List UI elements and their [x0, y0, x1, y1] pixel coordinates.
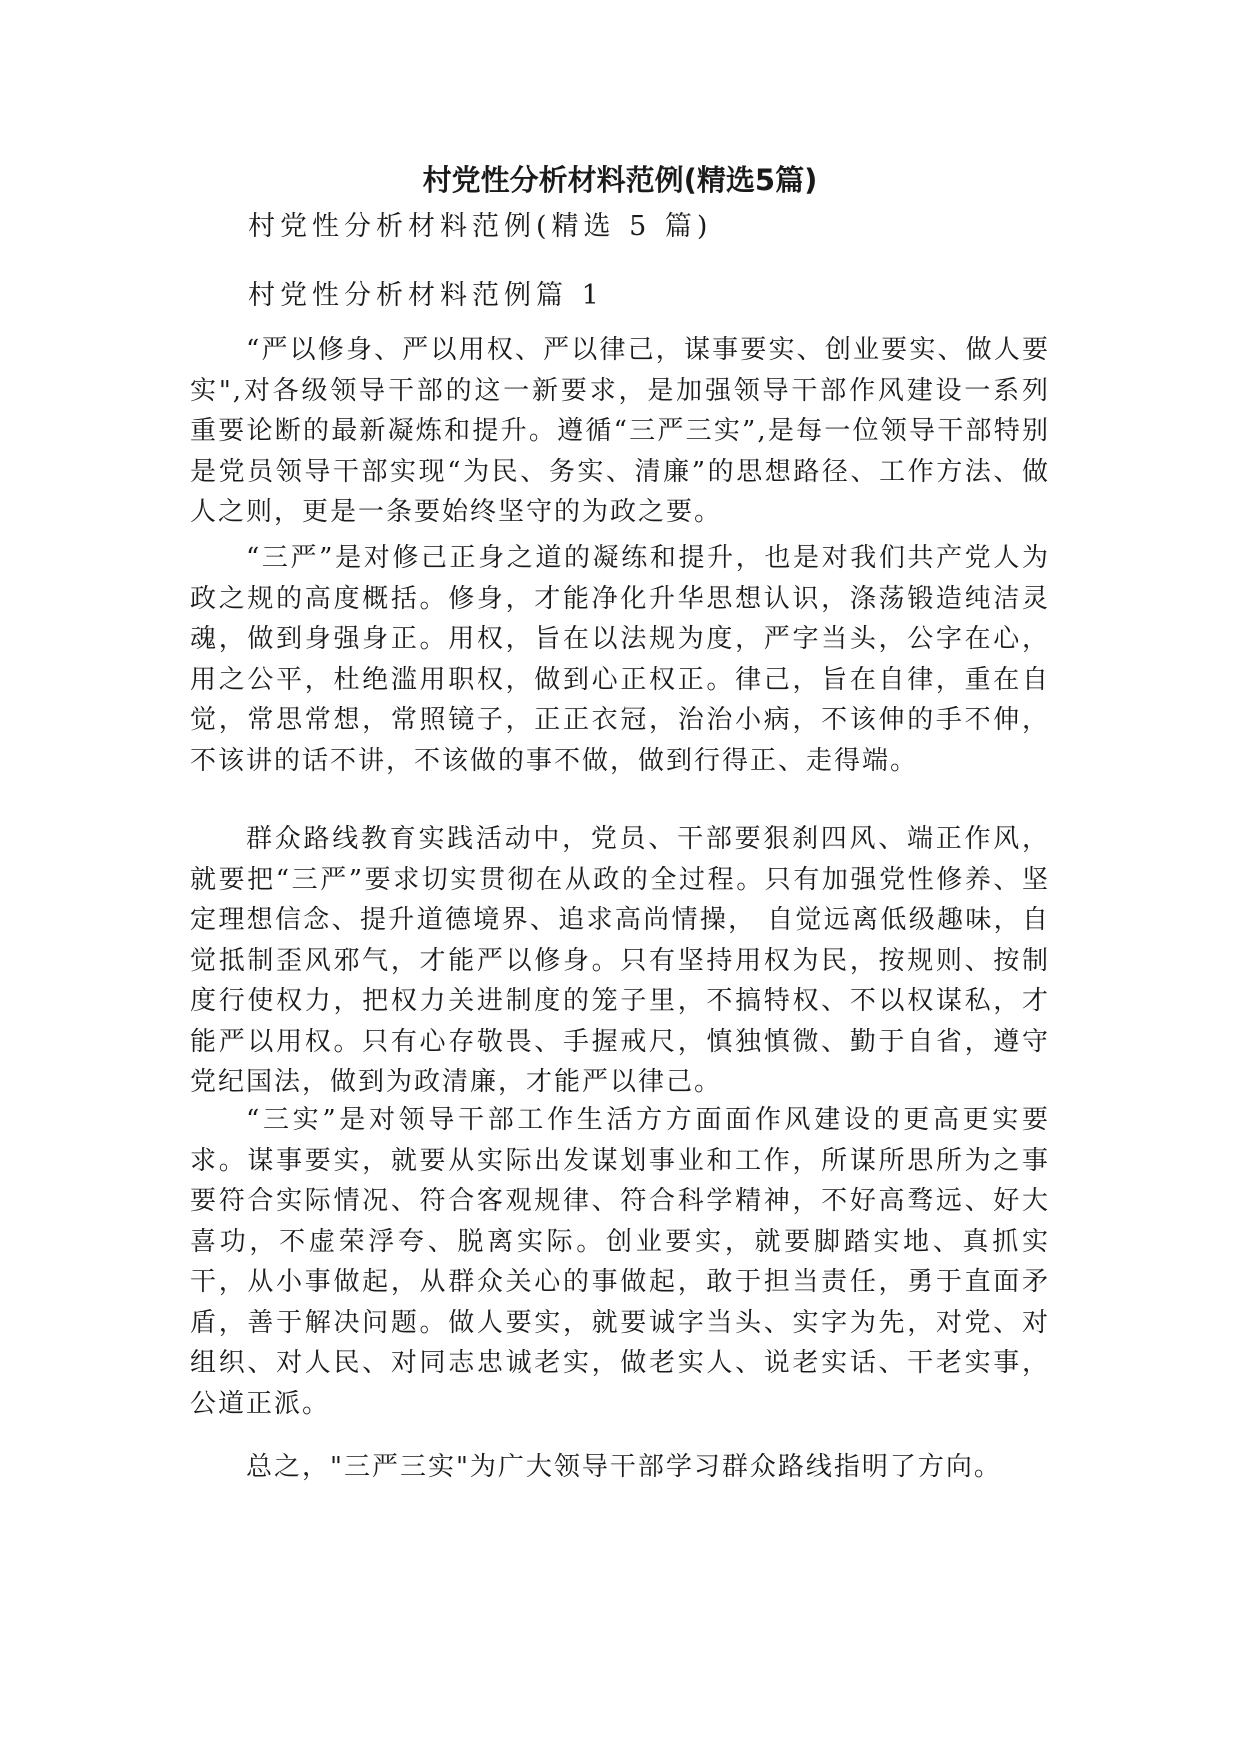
- body-paragraph: “三严”是对修己正身之道的凝练和提升，也是对我们共产党人为政之规的高度概括。修身，才能净化升华思想认识，涤荡锻造纯洁灵魂，做到身强身正。用权，旨在以法规为度，严字当头，公字在心，用之公平，杜绝滥用职权，做到心正权正。律己，旨在自律，重在自觉，常思常想，常照镜子，正正衣冠，治治小病，不该伸的手不伸，不该讲的话不讲，不该做的事不做，做到行得正、走得端。: [190, 543, 1050, 776]
- section-heading: 村党性分析材料范例篇 1: [248, 280, 604, 311]
- body-paragraph: 总之，"三严三实"为广大领导干部学习群众路线指明了方向。: [246, 1452, 1002, 1482]
- body-paragraph: 群众路线教育实践活动中，党员、干部要狠刹四风、端正作风，就要把“三严”要求切实贯彻在从政的全过程。只有加强党性修养、坚定理想信念、提升道德境界、追求高尚情操， 自觉远离低级趣味，自觉抵制歪风邪气，才能严以修身。只有坚持用权为民，按规则、按制度行使权力，把权力关进制度的笼子里，不搞特权、不以权谋私，才能严以用权。只有心存敬畏、手握戒尺，慎独慎微、勤于自省，遵守党纪国法，做到为政清廉，才能严以律己。: [190, 824, 1050, 1097]
- body-paragraph: “严以修身、严以用权、严以律己，谋事要实、创业要实、做人要实",对各级领导干部的这一新要求，是加强领导干部作风建设一系列重要论断的最新凝炼和提升。遵循“三严三实”,是每一位领导干部特别是党员领导干部实现“为民、务实、清廉”的思想路径、工作方法、做人之则，更是一条要始终坚守的为政之要。: [190, 335, 1050, 527]
- document-title: 村党性分析材料范例(精选5篇): [422, 163, 818, 197]
- document-subtitle: 村党性分析材料范例(精选 5 篇): [248, 211, 713, 242]
- body-paragraph: “三实”是对领导干部工作生活方方面面作风建设的更高更实要求。谋事要实，就要从实际出发谋划事业和工作，所谋所思所为之事要符合实际情况、符合客观规律、符合科学精神，不好高骛远、好大喜功，不虚荣浮夸、脱离实际。创业要实，就要脚踏实地、真抓实干，从小事做起，从群众关心的事做起，敢于担当责任，勇于直面矛盾，善于解决问题。做人要实，就要诚字当头、实字为先，对党、对组织、对人民、对同志忠诚老实，做老实人、说老实话、干老实事，公道正派。: [190, 1105, 1050, 1419]
